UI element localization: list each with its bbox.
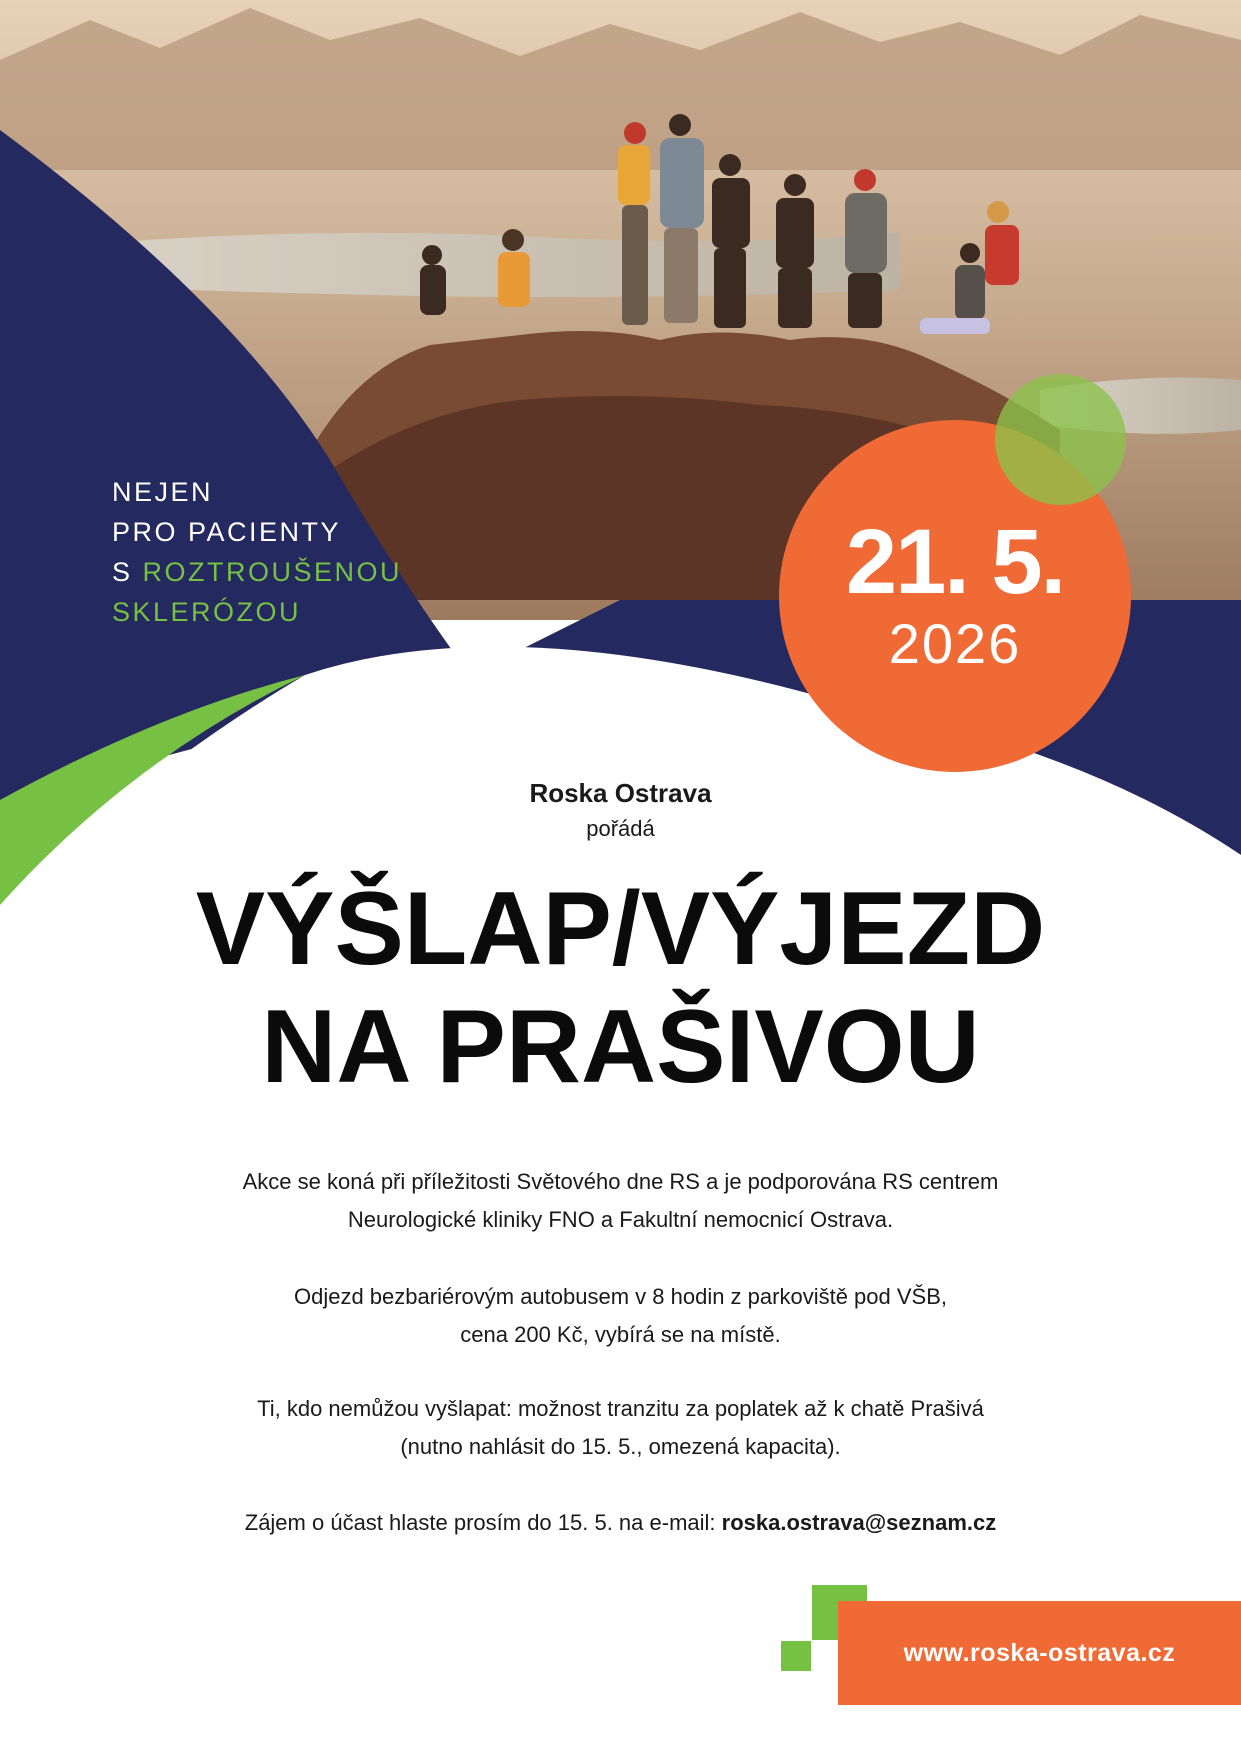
- info-line: Neurologické kliniky FNO a Fakultní nemocnicí Ostrava.: [347, 1207, 894, 1232]
- info-line: (nutno nahlásit do 15. 5., omezená kapacita).: [400, 1434, 841, 1459]
- info-line: Akce se koná při příležitosti Světového dne RS a je podporována RS centrem: [242, 1169, 999, 1194]
- tagline-line-1: NEJEN: [112, 477, 214, 507]
- event-day-month: 21. 5.: [845, 511, 1065, 613]
- event-year: 2026: [888, 612, 1022, 675]
- green-circle-accent: [995, 374, 1126, 505]
- info-line: Odjezd bezbariérovým autobusem v 8 hodin z parkoviště pod VŠB,: [293, 1284, 948, 1309]
- tagline-highlight-1: ROZTROUŠENOU: [142, 557, 403, 587]
- info-line: cena 200 Kč, vybírá se na místě.: [460, 1322, 781, 1347]
- event-headline: [0, 870, 1241, 1106]
- target-audience-tagline: [112, 472, 402, 632]
- tagline-line-2: PRO PACIENTY: [112, 517, 342, 547]
- tagline-prefix: S: [112, 557, 143, 587]
- info-paragraph-departure: [0, 1278, 1241, 1354]
- organizer-name: Roska Ostrava: [529, 778, 712, 808]
- tagline-highlight-2: SKLERÓZOU: [112, 597, 302, 627]
- registration-text: Zájem o účast hlaste prosím do 15. 5. na e-mail:: [244, 1510, 722, 1535]
- green-square-small: [781, 1641, 811, 1671]
- info-paragraph-transit: [0, 1390, 1241, 1466]
- contact-email-link[interactable]: roska.ostrava@seznam.cz: [721, 1510, 997, 1535]
- info-line: Ti, kdo nemůžou vyšlapat: možnost tranzitu za poplatek až k chatě Prašivá: [257, 1396, 984, 1421]
- headline-line-2: NA PRAŠIVOU: [261, 989, 980, 1105]
- info-paragraph-registration: [0, 1504, 1241, 1542]
- website-link[interactable]: www.roska-ostrava.cz: [838, 1601, 1241, 1705]
- info-paragraph-occasion: [0, 1163, 1241, 1239]
- headline-line-1: VÝŠLAP/VÝJEZD: [195, 871, 1046, 987]
- tagline-line-3: [112, 552, 402, 592]
- organizer-verb: pořádá: [586, 816, 655, 841]
